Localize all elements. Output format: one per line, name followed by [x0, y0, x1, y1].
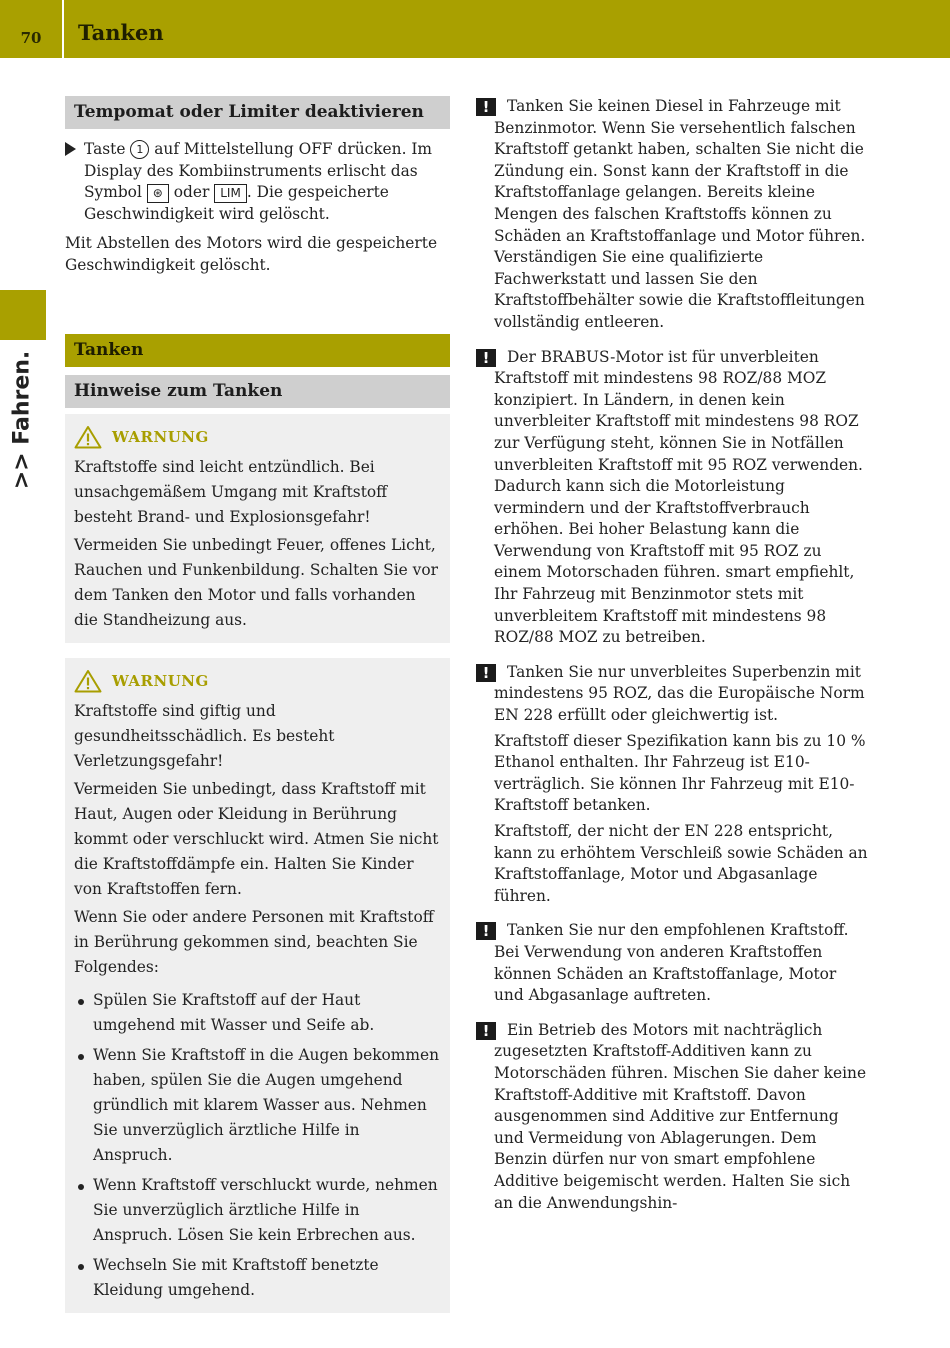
list-item-text: Spülen Sie Kraftstoff auf der Haut umgehend mit Wasser und Seife ab.	[93, 990, 375, 1034]
note-paragraph: Tanken Sie nur unverbleites Superbenzin mit mindestens 95 ROZ, das die Europäische Norm EN 228 erfüllt oder gleichwertig ist.	[494, 662, 865, 725]
section-heading-tanken: Tanken	[65, 334, 450, 367]
list-item	[74, 1253, 441, 1303]
exclamation-icon: !	[476, 664, 496, 682]
warning-header	[74, 666, 441, 696]
step-text-4: . Die gespeicherte Geschwindigkeit wird gelöscht.	[84, 183, 389, 223]
list-item	[74, 1173, 441, 1248]
list-item-text: Wenn Sie Kraftstoff in die Augen bekommen haben, spülen Sie die Augen umgehend gründlich mit klarem Wasser aus. Nehmen Sie unverzüglich ärztliche Hilfe in Anspruch.	[93, 1045, 439, 1164]
list-item-text: Wenn Kraftstoff verschluckt wurde, nehmen Sie unverzüglich ärztliche Hilfe in Anspruch. Lösen Sie kein Erbrechen aus.	[93, 1175, 438, 1244]
exclamation-icon: !	[476, 1022, 496, 1040]
note-superbenzin	[476, 662, 868, 908]
step-arrow-icon	[65, 142, 76, 156]
exclamation-icon: !	[476, 98, 496, 116]
warning-paragraph: Vermeiden Sie unbedingt, dass Kraftstoff mit Haut, Augen oder Kleidung in Berührung kommt oder verschluckt wird. Atmen Sie nicht die Kraftstoffdämpfe ein. Halten Sie Kinder von Kraftstoffen fern.	[74, 779, 439, 898]
exclamation-icon: !	[476, 349, 496, 367]
bullet-icon	[78, 1184, 84, 1190]
right-column	[476, 96, 868, 1214]
cruise-control-symbol-icon: ⊛	[147, 184, 169, 203]
header-divider	[62, 0, 64, 58]
note-paragraph: Tanken Sie nur den empfohlenen Kraftstoff. Bei Verwendung von anderen Kraftstoffen können Schäden an Kraftstoffanlage, Motor und Abgasanlage auftreten.	[494, 921, 849, 1005]
side-tab-marker	[0, 290, 46, 340]
bullet-icon	[78, 1054, 84, 1060]
bullet-icon	[78, 999, 84, 1005]
warning-triangle-icon	[74, 669, 102, 693]
warning-title: WARNUNG	[112, 427, 209, 446]
note-brabus	[476, 347, 868, 649]
page-number: 70	[20, 29, 42, 47]
paragraph-engine-off: Mit Abstellen des Motors wird die gespeicherte Geschwindigkeit gelöscht.	[65, 234, 438, 274]
list-item	[74, 988, 441, 1038]
button-number-icon: 1	[130, 140, 149, 159]
warning-paragraph: Kraftstoffe sind giftig und gesundheitsschädlich. Es besteht Verletzungsgefahr!	[74, 701, 335, 770]
warning-box-flammable	[65, 414, 450, 643]
step-text-2: auf Mittelstellung OFF drücken. Im Display des Kombiinstruments erlischt das Symbol	[84, 140, 433, 202]
note-paragraph: Der BRABUS-Motor ist für unverbleiten Kraftstoff mit mindestens 98 ROZ/88 MOZ konzipiert. In Ländern, in denen kein unverbleiter Kraftstoff mit mindestens 98 ROZ zur Verfügung steht, können Sie in Notfällen unverbleiten Kraftstoff mit 95 ROZ verwenden. Dadurch kann sich die Motorleistung vermindern und der Kraftstoffverbrauch erhöhen. Bei hoher Belastung kann die Verwendung von Kraftstoff mit 95 ROZ zu einem Motorschaden führen. smart empfiehlt, Ihr Fahrzeug mit Benzinmotor stets mit unverbleitem Kraftstoff mit mindestens 98 ROZ/88 MOZ zu betreiben.	[494, 347, 863, 647]
note-paragraph: Tanken Sie keinen Diesel in Fahrzeuge mit Benzinmotor. Wenn Sie versehentlich falschen Kraftstoff getankt haben, schalten Sie nicht die Zündung ein. Sonst kann der Kraftstoff in die Kraftstoffanlage gelangen. Bereits kleine Mengen des falschen Kraftstoffs können zu Schäden an Kraftstoffanlage und Motor führen. Verständigen Sie eine qualifizierte Fachwerkstatt und lassen Sie den Kraftstoffbehälter sowie die Kraftstoffleitungen vollständig entleeren.	[494, 97, 866, 331]
page-title: Tanken	[78, 20, 164, 45]
section-heading-tempomat: Tempomat oder Limiter deaktivieren	[65, 96, 450, 129]
warning-paragraph: Vermeiden Sie unbedingt Feuer, offenes Licht, Rauchen und Funkenbildung. Schalten Sie vor dem Tanken den Motor und falls vorhanden die Standheizung aus.	[74, 535, 438, 629]
note-paragraph: Ein Betrieb des Motors mit nachträglich zugesetzten Kraftstoff-Additiven kann zu Motorschäden führen. Mischen Sie daher keine Kraftstoff-Additive mit Kraftstoff. Davon ausgenommen sind Additive zur Entfernung und Vermeidung von Ablagerungen. Dem Benzin dürfen nur von smart empfohlene Additive beigemischt werden. Halten Sie sich an die Anwendungshin-	[494, 1020, 867, 1212]
subsection-heading-hinweise: Hinweise zum Tanken	[65, 375, 450, 408]
list-item-text: Wechseln Sie mit Kraftstoff benetzte Kleidung umgehend.	[93, 1255, 379, 1299]
note-additives	[476, 1020, 868, 1214]
limiter-symbol-icon: LIM	[214, 184, 247, 203]
bullet-icon	[78, 1264, 84, 1270]
exclamation-icon: !	[476, 922, 496, 940]
note-paragraph: Kraftstoff, der nicht der EN 228 entspricht, kann zu erhöhtem Verschleiß sowie Schäden an Kraftstoffanlage, Motor und Abgasanlage führen.	[494, 822, 868, 905]
warning-paragraph: Wenn Sie oder andere Personen mit Kraftstoff in Berührung gekommen sind, beachten Sie Folgendes:	[74, 907, 434, 976]
instruction-step	[65, 139, 450, 225]
chapter-side-label: >> Fahren.	[9, 350, 35, 490]
warning-box-toxic	[65, 658, 450, 1313]
list-item	[74, 1043, 441, 1168]
warning-title: WARNUNG	[112, 671, 209, 690]
warning-triangle-icon	[74, 425, 102, 449]
step-text-3: oder	[173, 183, 210, 202]
left-column	[65, 96, 450, 1313]
note-paragraph: Kraftstoff dieser Spezifikation kann bis zu 10 % Ethanol enthalten. Ihr Fahrzeug ist E10-verträglich. Sie können Ihr Fahrzeug mit E10-Kraftstoff betanken.	[494, 731, 866, 815]
step-text-1: Taste	[84, 140, 126, 158]
note-diesel	[476, 96, 868, 334]
warning-paragraph: Kraftstoffe sind leicht entzündlich. Bei unsachgemäßem Umgang mit Kraftstoff besteht Brand- und Explosionsgefahr!	[74, 457, 388, 526]
note-recommended-fuel	[476, 920, 868, 1006]
warning-header	[74, 422, 441, 452]
